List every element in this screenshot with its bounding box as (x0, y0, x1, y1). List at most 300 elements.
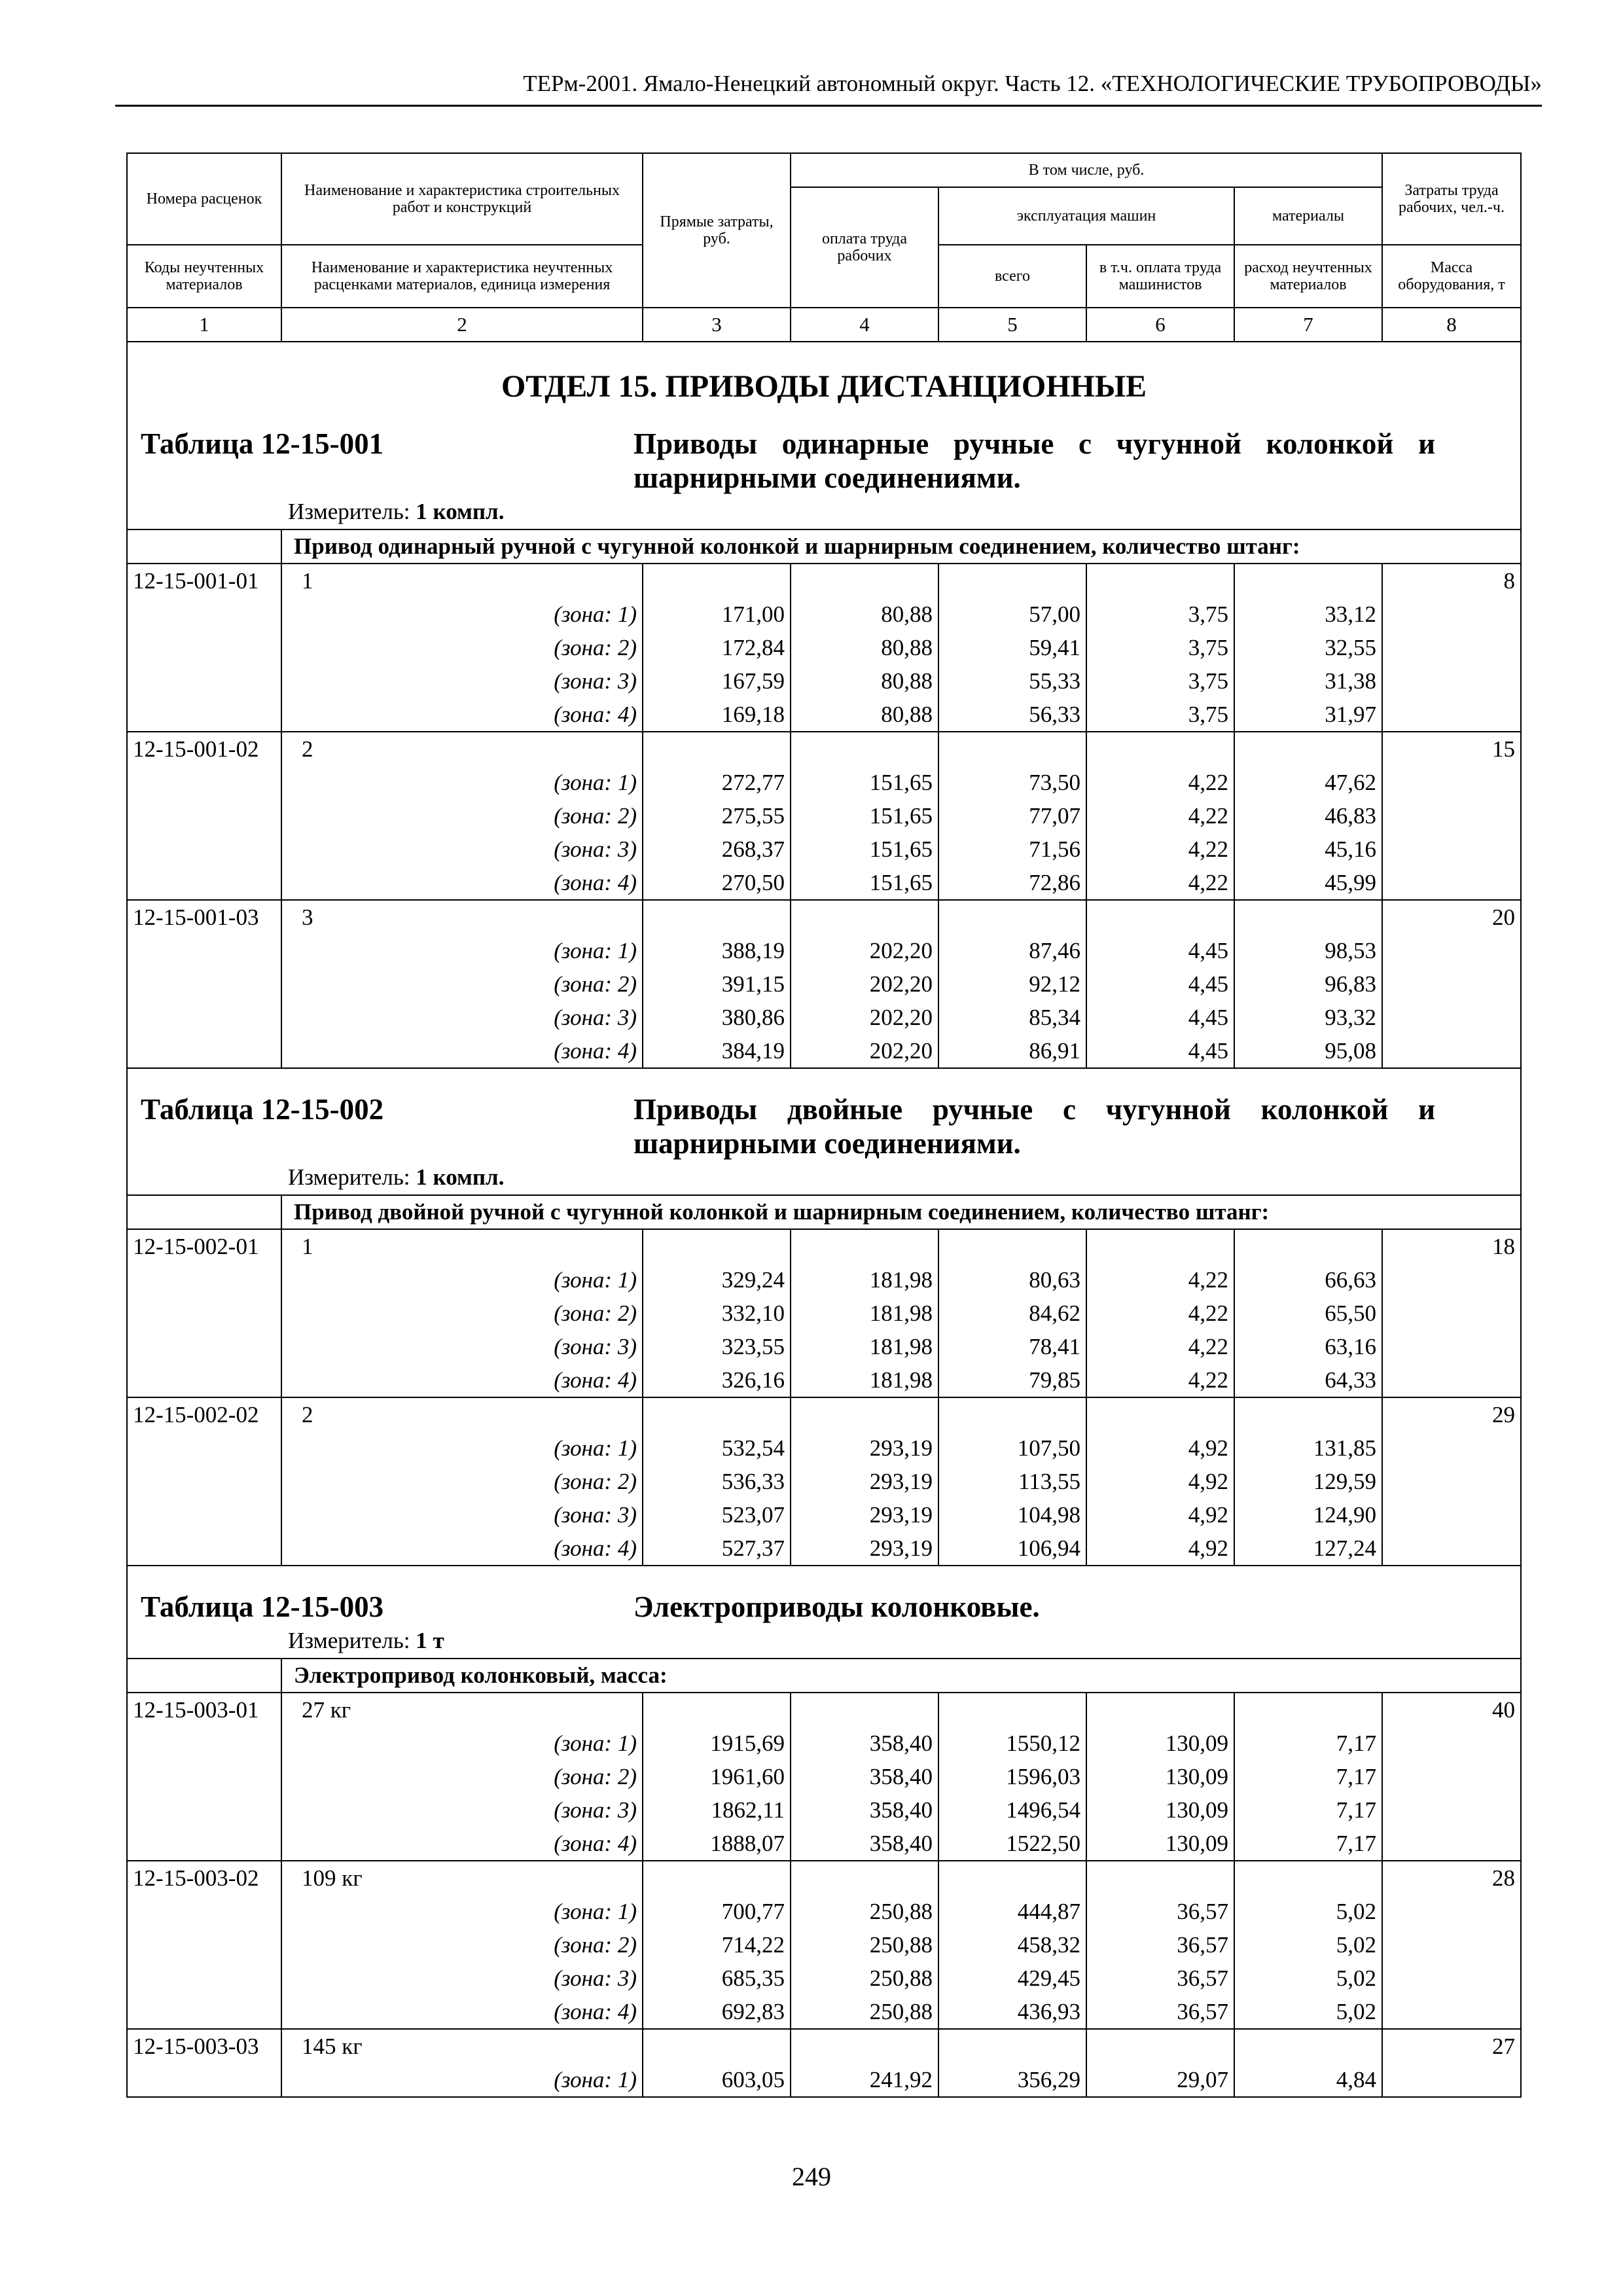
empty-cell (1086, 1229, 1234, 1263)
zone-label: (зона: 4) (281, 1034, 643, 1068)
machinists-pay: 4,92 (1086, 1431, 1234, 1465)
direct-cost: 1915,69 (643, 1727, 791, 1760)
table-row (127, 900, 1521, 934)
zone-label: (зона: 4) (281, 1827, 643, 1861)
materials: 96,83 (1234, 967, 1382, 1001)
labor-pay: 181,98 (791, 1363, 938, 1397)
machines-total: 55,33 (938, 664, 1086, 698)
section-heading-cell (127, 342, 1521, 529)
empty-cell (1382, 866, 1521, 900)
empty-cell (791, 732, 938, 766)
header-rule (115, 105, 1542, 107)
machinists-pay: 3,75 (1086, 698, 1234, 732)
empty-cell (791, 1693, 938, 1727)
machinists-pay: 4,92 (1086, 1465, 1234, 1498)
column-number: 7 (1234, 308, 1382, 342)
zone-label: (зона: 1) (281, 1431, 643, 1465)
labor-hours: 18 (1382, 1229, 1521, 1263)
empty-cell (1382, 1330, 1521, 1363)
empty-cell (127, 866, 281, 900)
labor-hours: 8 (1382, 564, 1521, 598)
machinists-pay: 4,92 (1086, 1532, 1234, 1566)
item-group-caption: Электропривод колонковый, масса: (281, 1659, 1521, 1693)
measure-value: 1 компл. (416, 1164, 505, 1190)
direct-cost: 323,55 (643, 1330, 791, 1363)
empty-cell (1234, 1861, 1382, 1895)
measure-line (128, 1628, 1520, 1654)
direct-cost: 1862,11 (643, 1793, 791, 1827)
machinists-pay: 36,57 (1086, 1895, 1234, 1928)
labor-pay: 293,19 (791, 1465, 938, 1498)
empty-cell (643, 732, 791, 766)
labor-pay: 202,20 (791, 934, 938, 967)
item-group-caption: Привод одинарный ручной с чугунной колонкой и шарнирным соединением, количество штанг: (281, 529, 1521, 564)
empty-cell (127, 1034, 281, 1068)
labor-hours: 28 (1382, 1861, 1521, 1895)
labor-hours: 40 (1382, 1693, 1521, 1727)
table-row (127, 1995, 1521, 2029)
table-row (127, 1727, 1521, 1760)
machines-total: 1550,12 (938, 1727, 1086, 1760)
empty-cell (1234, 564, 1382, 598)
empty-cell (1086, 1397, 1234, 1431)
empty-cell (1382, 934, 1521, 967)
empty-cell (1086, 1693, 1234, 1727)
col-pay-header: оплата труда рабочих (791, 187, 938, 308)
item-group-caption-row (127, 1659, 1521, 1693)
direct-cost: 527,37 (643, 1532, 791, 1566)
rates-table-body (127, 153, 1521, 2097)
empty-cell (1086, 900, 1234, 934)
machinists-pay: 4,22 (1086, 866, 1234, 900)
empty-cell (643, 1229, 791, 1263)
machinists-pay: 130,09 (1086, 1727, 1234, 1760)
table-row (127, 967, 1521, 1001)
machines-total: 72,86 (938, 866, 1086, 900)
empty-cell (643, 900, 791, 934)
machinists-pay: 4,22 (1086, 1297, 1234, 1330)
measure-label: Измеритель: (288, 499, 410, 524)
col-code-alt-header: Коды неучтенных материалов (127, 245, 281, 308)
machinists-pay: 36,57 (1086, 1928, 1234, 1962)
materials: 129,59 (1234, 1465, 1382, 1498)
machines-total: 458,32 (938, 1928, 1086, 1962)
materials: 95,08 (1234, 1034, 1382, 1068)
empty-cell (1234, 2029, 1382, 2063)
column-number: 1 (127, 308, 281, 342)
machines-total: 113,55 (938, 1465, 1086, 1498)
machines-total: 107,50 (938, 1431, 1086, 1465)
table-row (127, 598, 1521, 631)
measure-value: 1 компл. (416, 499, 505, 524)
direct-cost: 1888,07 (643, 1827, 791, 1861)
empty-cell (1086, 564, 1234, 598)
machinists-pay: 4,22 (1086, 833, 1234, 866)
direct-cost: 692,83 (643, 1995, 791, 2029)
machinists-pay: 36,57 (1086, 1962, 1234, 1995)
labor-pay: 358,40 (791, 1793, 938, 1827)
table-row (127, 698, 1521, 732)
table-row (127, 1034, 1521, 1068)
empty-cell (1382, 631, 1521, 664)
materials: 47,62 (1234, 766, 1382, 799)
materials: 33,12 (1234, 598, 1382, 631)
empty-cell (127, 1727, 281, 1760)
zone-label: (зона: 2) (281, 631, 643, 664)
machinists-pay: 4,92 (1086, 1498, 1234, 1532)
empty-cell (1086, 732, 1234, 766)
zone-label: (зона: 1) (281, 598, 643, 631)
machines-total: 356,29 (938, 2063, 1086, 2097)
table-row (127, 1363, 1521, 1397)
empty-cell (1382, 2063, 1521, 2097)
table-title-line (128, 427, 1520, 495)
zone-label: (зона: 2) (281, 799, 643, 833)
table-row (127, 1895, 1521, 1928)
materials: 46,83 (1234, 799, 1382, 833)
machinists-pay: 29,07 (1086, 2063, 1234, 2097)
table-section-heading (127, 1068, 1521, 1195)
rate-name: 109 кг (281, 1861, 643, 1895)
zone-label: (зона: 2) (281, 967, 643, 1001)
empty-cell (938, 900, 1086, 934)
direct-cost: 171,00 (643, 598, 791, 631)
labor-hours: 20 (1382, 900, 1521, 934)
machinists-pay: 4,45 (1086, 1034, 1234, 1068)
measure-line (128, 1164, 1520, 1191)
rate-name: 2 (281, 1397, 643, 1431)
materials: 31,38 (1234, 664, 1382, 698)
empty-cell (938, 1397, 1086, 1431)
column-number: 5 (938, 308, 1086, 342)
machines-total: 73,50 (938, 766, 1086, 799)
direct-cost: 384,19 (643, 1034, 791, 1068)
labor-pay: 151,65 (791, 799, 938, 833)
empty-cell (127, 1760, 281, 1793)
rate-code: 12-15-002-02 (127, 1397, 281, 1431)
rate-code: 12-15-001-01 (127, 564, 281, 598)
table-row (127, 1760, 1521, 1793)
empty-cell (1382, 1727, 1521, 1760)
direct-cost: 391,15 (643, 967, 791, 1001)
labor-pay: 181,98 (791, 1263, 938, 1297)
materials: 45,16 (1234, 833, 1382, 866)
empty-cell (791, 1397, 938, 1431)
col-machines-total-header: всего (938, 245, 1086, 308)
column-number: 4 (791, 308, 938, 342)
column-numbers-row (127, 308, 1521, 342)
empty-cell (938, 564, 1086, 598)
col-incl-header: В том числе, руб. (791, 153, 1382, 187)
measure-label: Измеритель: (288, 1164, 410, 1190)
materials: 7,17 (1234, 1793, 1382, 1827)
materials: 5,02 (1234, 1962, 1382, 1995)
labor-pay: 250,88 (791, 1995, 938, 2029)
empty-cell (1382, 1827, 1521, 1861)
empty-cell (791, 564, 938, 598)
empty-cell (1234, 900, 1382, 934)
rate-name: 145 кг (281, 2029, 643, 2063)
empty-cell (127, 1465, 281, 1498)
empty-cell (1086, 2029, 1234, 2063)
materials: 65,50 (1234, 1297, 1382, 1330)
empty-cell (127, 1793, 281, 1827)
machinists-pay: 4,45 (1086, 1001, 1234, 1034)
labor-pay: 80,88 (791, 598, 938, 631)
table-row (127, 1793, 1521, 1827)
materials: 32,55 (1234, 631, 1382, 664)
machines-total: 78,41 (938, 1330, 1086, 1363)
item-group-caption-row (127, 529, 1521, 564)
labor-pay: 80,88 (791, 631, 938, 664)
empty-cell (1382, 1297, 1521, 1330)
direct-cost: 169,18 (643, 698, 791, 732)
labor-pay: 241,92 (791, 2063, 938, 2097)
materials: 124,90 (1234, 1498, 1382, 1532)
table-title-line (128, 1092, 1520, 1160)
empty-cell (127, 799, 281, 833)
table-row (127, 2029, 1521, 2063)
empty-cell (1382, 1962, 1521, 1995)
table-row (127, 564, 1521, 598)
machines-total: 1522,50 (938, 1827, 1086, 1861)
col-machines-header: эксплуатация машин (938, 187, 1234, 245)
materials: 131,85 (1234, 1431, 1382, 1465)
empty-cell (127, 598, 281, 631)
empty-cell (127, 631, 281, 664)
direct-cost: 536,33 (643, 1465, 791, 1498)
empty-cell (1382, 598, 1521, 631)
labor-pay: 202,20 (791, 967, 938, 1001)
empty-cell (127, 766, 281, 799)
table-section-heading (127, 1566, 1521, 1659)
zone-label: (зона: 1) (281, 766, 643, 799)
empty-cell (127, 934, 281, 967)
rate-code: 12-15-003-02 (127, 1861, 281, 1895)
zone-label: (зона: 2) (281, 1928, 643, 1962)
empty-cell (1382, 1532, 1521, 1566)
empty-cell (1382, 967, 1521, 1001)
table-row (127, 1397, 1521, 1431)
machines-total: 56,33 (938, 698, 1086, 732)
empty-cell (1382, 1465, 1521, 1498)
machinists-pay: 4,22 (1086, 1330, 1234, 1363)
machines-total: 80,63 (938, 1263, 1086, 1297)
direct-cost: 272,77 (643, 766, 791, 799)
materials: 63,16 (1234, 1330, 1382, 1363)
empty-cell (643, 1397, 791, 1431)
table-row (127, 866, 1521, 900)
machinists-pay: 3,75 (1086, 664, 1234, 698)
materials: 45,99 (1234, 866, 1382, 900)
zone-label: (зона: 4) (281, 866, 643, 900)
empty-cell (127, 1001, 281, 1034)
empty-cell (1234, 1229, 1382, 1263)
table-row (127, 1928, 1521, 1962)
materials: 93,32 (1234, 1001, 1382, 1034)
empty-cell (127, 1431, 281, 1465)
direct-cost: 332,10 (643, 1297, 791, 1330)
materials: 4,84 (1234, 2063, 1382, 2097)
caption-spacer (127, 1195, 281, 1229)
machines-total: 92,12 (938, 967, 1086, 1001)
machines-total: 86,91 (938, 1034, 1086, 1068)
machines-total: 436,93 (938, 1995, 1086, 2029)
table-number: Таблица 12-15-001 (141, 427, 384, 460)
table-row (127, 1962, 1521, 1995)
header-row-1 (127, 153, 1521, 187)
col-code-header: Номера расценок (127, 153, 281, 245)
col-mass-header: Масса оборудования, т (1382, 245, 1521, 308)
table-row (127, 1431, 1521, 1465)
table-number: Таблица 12-15-003 (141, 1590, 384, 1623)
machinists-pay: 4,45 (1086, 934, 1234, 967)
empty-cell (1382, 664, 1521, 698)
table-row (127, 934, 1521, 967)
empty-cell (791, 900, 938, 934)
empty-cell (127, 1532, 281, 1566)
zone-label: (зона: 4) (281, 1532, 643, 1566)
materials: 7,17 (1234, 1760, 1382, 1793)
empty-cell (938, 732, 1086, 766)
rates-table (126, 152, 1522, 2098)
machinists-pay: 4,22 (1086, 1263, 1234, 1297)
machines-total: 57,00 (938, 598, 1086, 631)
item-group-caption: Привод двойной ручной с чугунной колонкой и шарнирным соединением, количество штанг: (281, 1195, 1521, 1229)
column-number: 3 (643, 308, 791, 342)
labor-pay: 181,98 (791, 1330, 938, 1363)
empty-cell (1382, 1034, 1521, 1068)
machines-total: 77,07 (938, 799, 1086, 833)
empty-cell (1382, 1263, 1521, 1297)
zone-label: (зона: 3) (281, 1793, 643, 1827)
table-row (127, 1297, 1521, 1330)
empty-cell (938, 2029, 1086, 2063)
measure-value: 1 т (416, 1628, 444, 1653)
direct-cost: 714,22 (643, 1928, 791, 1962)
table-title-line (128, 1590, 1520, 1624)
rate-code: 12-15-002-01 (127, 1229, 281, 1263)
empty-cell (127, 1330, 281, 1363)
zone-label: (зона: 1) (281, 1895, 643, 1928)
empty-cell (127, 2063, 281, 2097)
rate-code: 12-15-003-03 (127, 2029, 281, 2063)
direct-cost: 268,37 (643, 833, 791, 866)
table-row (127, 1465, 1521, 1498)
labor-pay: 358,40 (791, 1760, 938, 1793)
labor-pay: 151,65 (791, 866, 938, 900)
materials: 5,02 (1234, 1895, 1382, 1928)
machines-total: 87,46 (938, 934, 1086, 967)
table-title: Приводы одинарные ручные с чугунной колонкой и шарнирными соединениями. (633, 427, 1435, 494)
empty-cell (127, 1263, 281, 1297)
machines-total: 104,98 (938, 1498, 1086, 1532)
col-name-alt-header: Наименование и характеристика неучтенных расценками материалов, единица измерения (281, 245, 643, 308)
col-name-header: Наименование и характеристика строительных работ и конструкций (281, 153, 643, 245)
zone-label: (зона: 3) (281, 1001, 643, 1034)
labor-pay: 358,40 (791, 1727, 938, 1760)
empty-cell (791, 2029, 938, 2063)
empty-cell (938, 1229, 1086, 1263)
direct-cost: 603,05 (643, 2063, 791, 2097)
empty-cell (1234, 732, 1382, 766)
empty-cell (1382, 1498, 1521, 1532)
zone-label: (зона: 3) (281, 1330, 643, 1363)
labor-pay: 151,65 (791, 833, 938, 866)
machines-total: 85,34 (938, 1001, 1086, 1034)
machines-total: 1496,54 (938, 1793, 1086, 1827)
machinists-pay: 130,09 (1086, 1760, 1234, 1793)
direct-cost: 329,24 (643, 1263, 791, 1297)
table-row (127, 732, 1521, 766)
machinists-pay: 3,75 (1086, 631, 1234, 664)
zone-label: (зона: 4) (281, 1363, 643, 1397)
direct-cost: 685,35 (643, 1962, 791, 1995)
direct-cost: 388,19 (643, 934, 791, 967)
materials: 5,02 (1234, 1928, 1382, 1962)
machines-total: 59,41 (938, 631, 1086, 664)
rate-name: 1 (281, 564, 643, 598)
direct-cost: 1961,60 (643, 1760, 791, 1793)
empty-cell (1382, 833, 1521, 866)
machines-total: 79,85 (938, 1363, 1086, 1397)
section-heading-cell (127, 1566, 1521, 1659)
labor-pay: 293,19 (791, 1498, 938, 1532)
machinists-pay: 130,09 (1086, 1827, 1234, 1861)
empty-cell (1382, 1995, 1521, 2029)
materials: 64,33 (1234, 1363, 1382, 1397)
section-heading-cell (127, 1068, 1521, 1195)
direct-cost: 380,86 (643, 1001, 791, 1034)
table-row (127, 799, 1521, 833)
machines-total: 444,87 (938, 1895, 1086, 1928)
table-row (127, 1861, 1521, 1895)
table-row (127, 1263, 1521, 1297)
empty-cell (1382, 1001, 1521, 1034)
empty-cell (127, 1962, 281, 1995)
direct-cost: 700,77 (643, 1895, 791, 1928)
machinists-pay: 4,45 (1086, 967, 1234, 1001)
item-group-caption-row (127, 1195, 1521, 1229)
labor-pay: 202,20 (791, 1001, 938, 1034)
empty-cell (1382, 1760, 1521, 1793)
empty-cell (643, 564, 791, 598)
col-materials-header: материалы (1234, 187, 1382, 245)
rate-code: 12-15-001-02 (127, 732, 281, 766)
labor-pay: 202,20 (791, 1034, 938, 1068)
zone-label: (зона: 4) (281, 698, 643, 732)
table-row (127, 631, 1521, 664)
zone-label: (зона: 3) (281, 664, 643, 698)
table-title: Приводы двойные ручные с чугунной колонкой и шарнирными соединениями. (633, 1093, 1435, 1160)
empty-cell (791, 1861, 938, 1895)
empty-cell (1234, 1693, 1382, 1727)
machinists-pay: 4,22 (1086, 799, 1234, 833)
empty-cell (1382, 698, 1521, 732)
table-section-heading (127, 342, 1521, 529)
materials: 7,17 (1234, 1827, 1382, 1861)
machinists-pay: 36,57 (1086, 1995, 1234, 2029)
empty-cell (1382, 1928, 1521, 1962)
zone-label: (зона: 2) (281, 1297, 643, 1330)
empty-cell (127, 1895, 281, 1928)
labor-hours: 15 (1382, 732, 1521, 766)
direct-cost: 326,16 (643, 1363, 791, 1397)
column-number: 2 (281, 308, 643, 342)
empty-cell (127, 833, 281, 866)
machines-total: 106,94 (938, 1532, 1086, 1566)
empty-cell (127, 698, 281, 732)
